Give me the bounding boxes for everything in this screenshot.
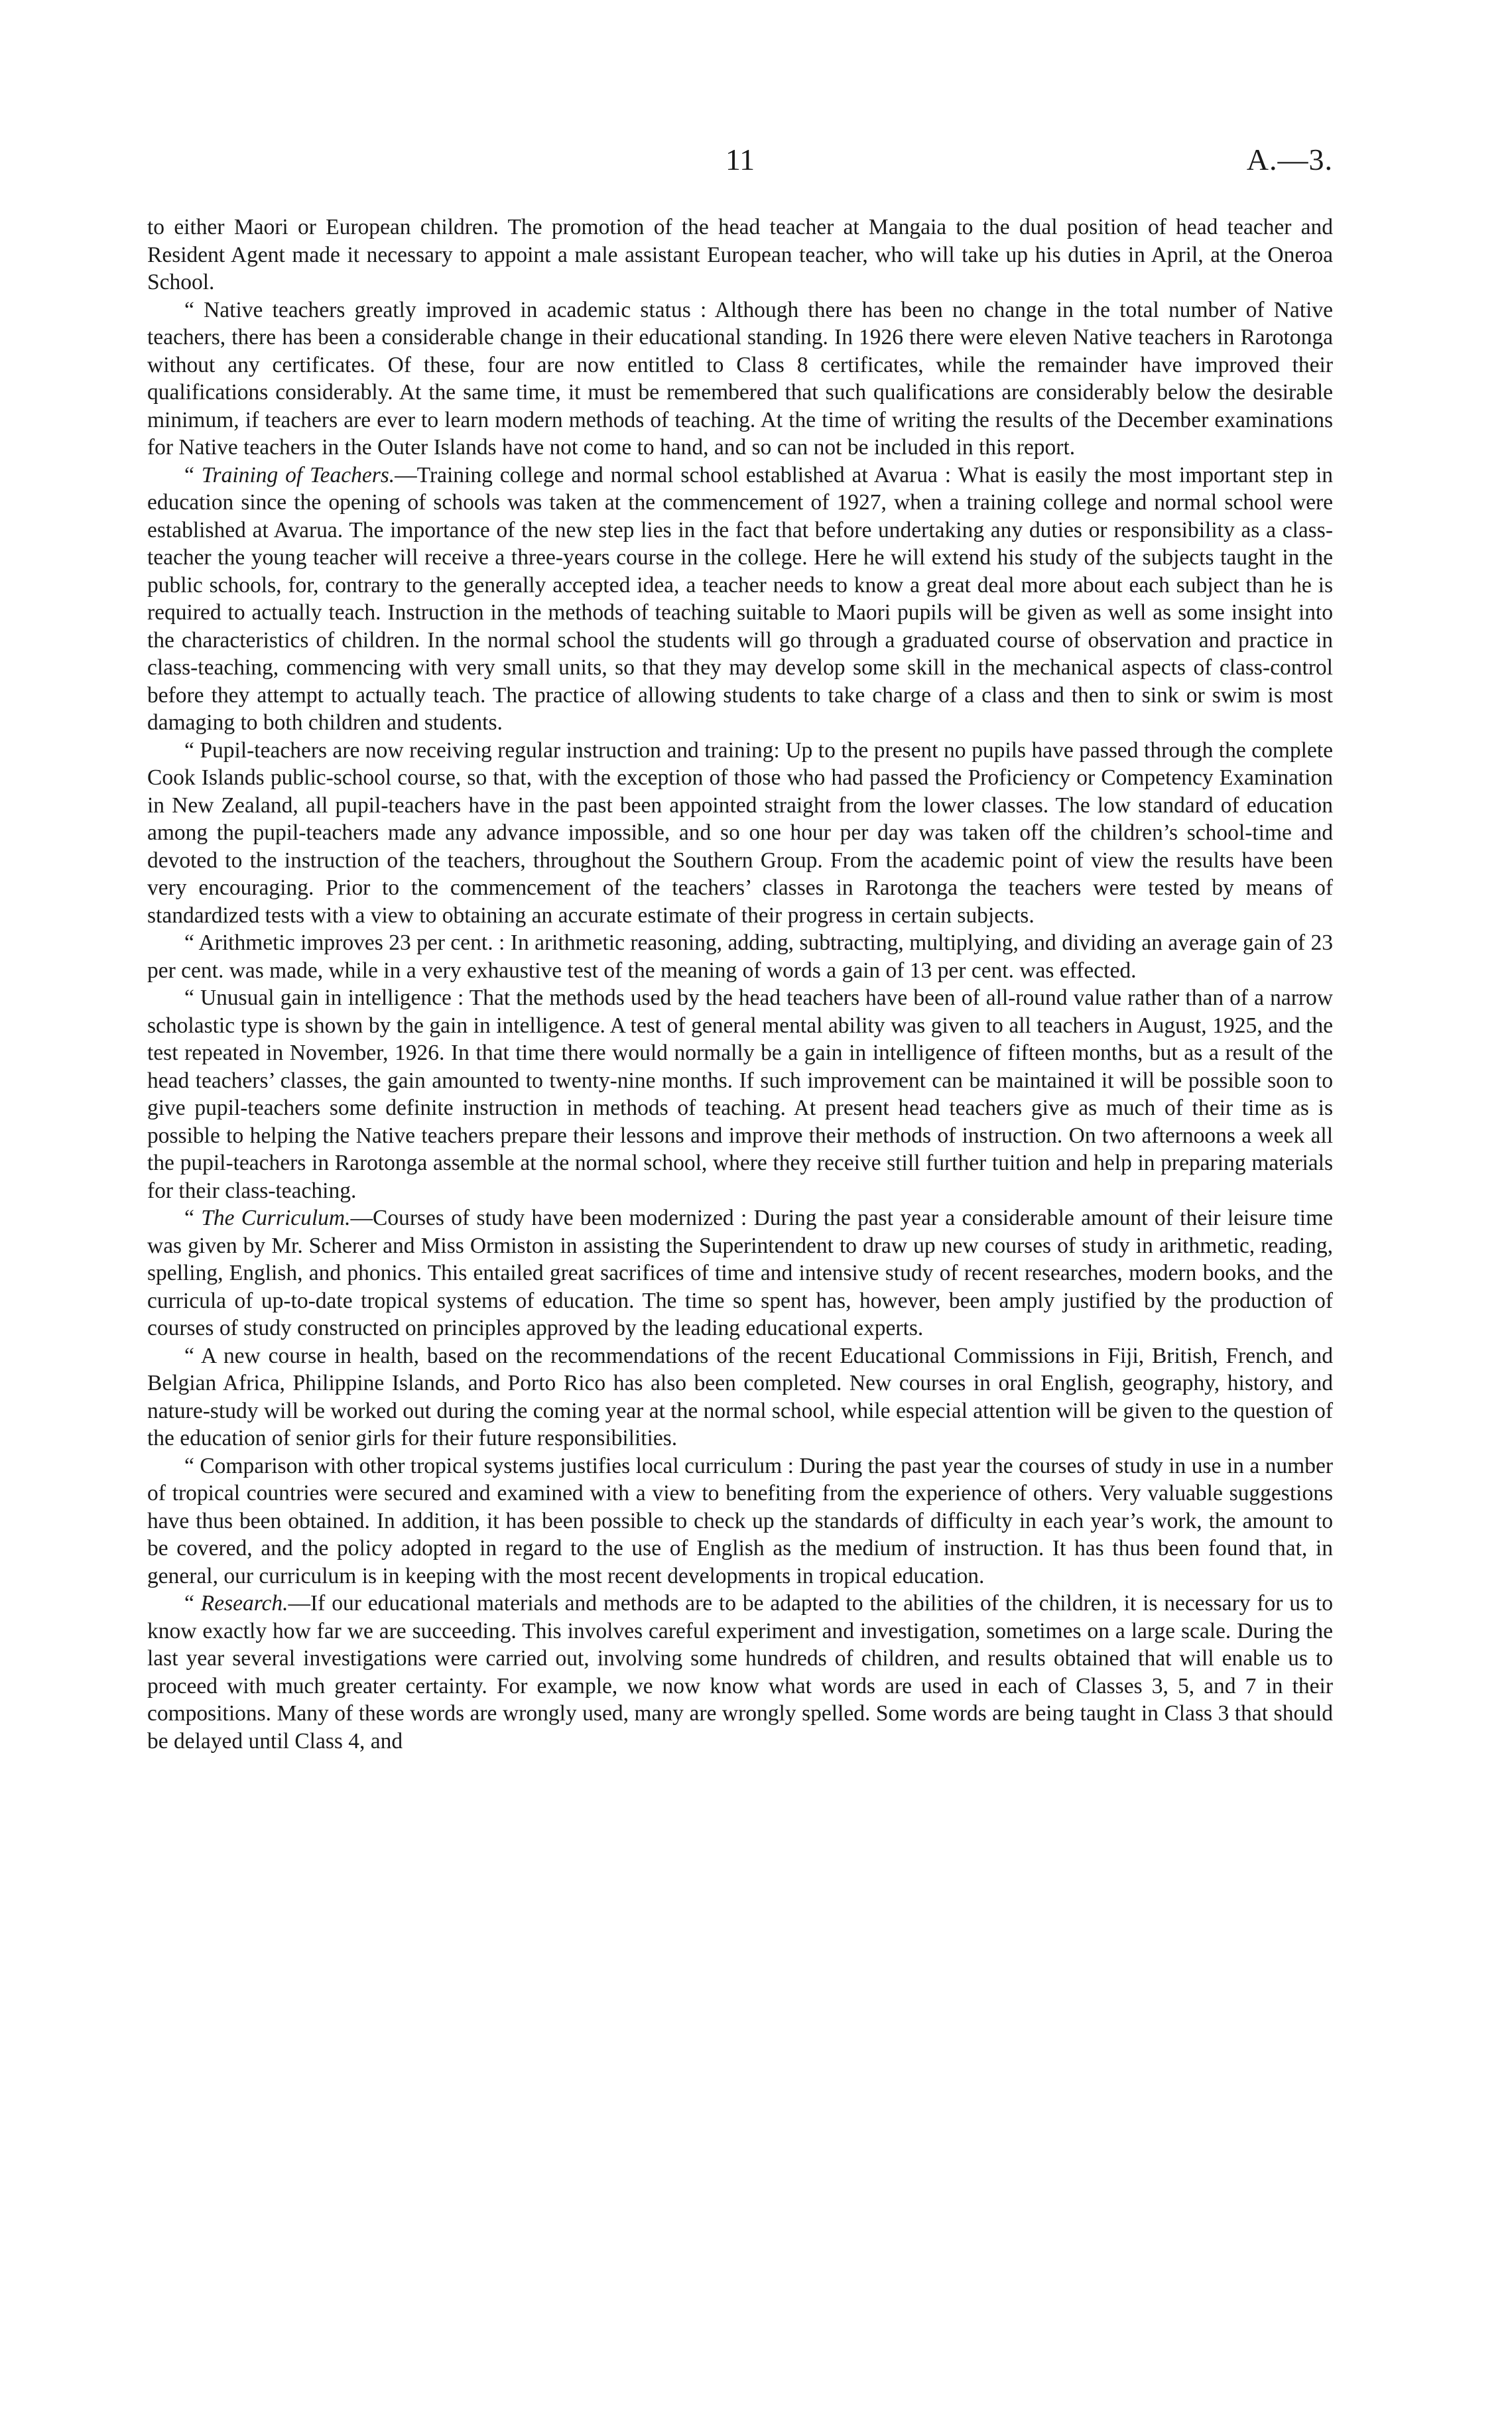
paragraph-health-course: “ A new course in health, based on the recommendations of the recent Educational Commissions in Fiji, British, French, and Belgian Africa, Philippine Islands, and Porto Rico has also been completed. New courses in oral English, geography, history, and nature-study will be worked out during the coming year at the normal school, while especial attention will be given to the question of the education of senior girls for their future responsibilities.	[147, 1343, 1333, 1450]
paragraph-training-of-teachers	[147, 462, 1333, 737]
paragraph-body: —Courses of study have been modernized : During the past year a considerable amount of their leisure time was given by Mr. Scherer and Miss Ormiston in assisting the Superintendent to draw up new courses of study in arithmetic, reading, spelling, English, and phonics. This entailed great sacrifices of time and intensive study of recent researches, modern books, and the curricula of up-to-date tropical systems of education. The time so spent has, however, been amply justified by the production of courses of study constructed on principles approved by the leading educational experts.	[147, 1206, 1333, 1340]
paragraph-body: —If our educational materials and methods are to be adapted to the abilities of the children, it is necessary for us to know exactly how far we are succeeding. This involves careful experiment and investigation, sometimes on a large scale. During the last year several investigations were carried out, involving some hundreds of children, and results obtained that will enable us to proceed with much greater certainty. For example, we now know what words are used in each of Classes 3, 5, and 7 in their compositions. Many of these words are wrongly used, many are wrongly spelled. Some words are being taught in Class 3 that should be delayed until Class 4, and	[147, 1591, 1333, 1754]
paragraph-intelligence: “ Unusual gain in intelligence : That the methods used by the head teachers have been of all-round value rather than of a narrow scholastic type is shown by the gain in intelligence. A test of general mental ability was given to all teachers in August, 1925, and the test repeated in November, 1926. In that time there would normally be a gain in intelligence of fifteen months, but as a result of the head teachers’ classes, the gain amounted to twenty-nine months. If such improvement can be maintained it will be possible soon to give pupil-teachers some definite instruction in methods of teaching. At present head teachers give as much of their time as is possible to helping the Native teachers prepare their lessons and improve their methods of instruction. On two afternoons a week all the pupil-teachers in Rarotonga assemble at the normal school, where they receive still further tuition and help in preparing materials for their class-teaching.	[147, 986, 1333, 1203]
paragraph-research	[147, 1590, 1333, 1755]
page-number: 11	[725, 143, 755, 176]
paragraph-body: —Training college and normal school established at Avarua : What is easily the most important step in education since the opening of schools was taken at the commencement of 1927, when a training college and normal school were established at Avarua. The importance of the new step lies in the fact that before undertaking any duties or responsibility as a class-teacher the young teacher will receive a three-years course in the college. Here he will extend his study of the subjects taught in the public schools, for, contrary to the generally accepted idea, a teacher needs to know a great deal more about each subject than he is required to actually teach. Instruction in the methods of teaching suitable to Maori pupils will be given as well as some insight into the characteristics of children. In the normal school the students will go through a graduated course of observation and practice in class-teaching, commencing with very small units, so that they may develop some skill in the mechanical aspects of class-control before they attempt to actually teach. The practice of allowing students to take charge of a class and then to sink or swim is most damaging to both children and students.	[147, 462, 1333, 735]
paragraph-arithmetic: “ Arithmetic improves 23 per cent. : In arithmetic reasoning, adding, subtracting, multiplying, and dividing an average gain of 23 per cent. was made, while in a very exhaustive test of the meaning of words a gain of 13 per cent. was effected.	[147, 930, 1333, 983]
body-text	[147, 214, 1333, 1755]
quote-mark: “	[184, 462, 202, 487]
paragraph-curriculum	[147, 1204, 1333, 1342]
section-heading-research: Research.	[200, 1591, 288, 1616]
paragraph-native-teachers: “ Native teachers greatly improved in academic status : Although there has been no change in the total number of Native teachers, there has been a considerable change in their educational standing. In 1926 there were eleven Native teachers in Rarotonga without any certificates. Of these, four are now entitled to Class 8 certificates, while the remainder have improved their qualifications considerably. At the same time, it must be remembered that such qualifications are considerably below the desirable minimum, if teachers are ever to learn modern methods of teaching. At the time of writing the results of the December examinations for Native teachers in the Outer Islands have not come to hand, and so can not be included in this report.	[147, 297, 1333, 460]
section-heading-curriculum: The Curriculum.	[201, 1206, 351, 1230]
document-reference: A.—3.	[1246, 143, 1333, 176]
section-heading-training: Training of Teachers.	[201, 462, 395, 487]
paragraph-comparison: “ Comparison with other tropical systems justifies local curriculum : During the past year the courses of study in use in a number of tropical countries were secured and examined with a view to benefiting from the experience of others. Very valuable suggestions have thus been obtained. In addition, it has been possible to check up the standards of difficulty in each year’s work, the amount to be covered, and the policy adopted in regard to the use of English as the medium of instruction. It has thus been found that, in general, our curriculum is in keeping with the most recent developments in tropical education.	[147, 1453, 1333, 1588]
paragraph-pupil-teachers: “ Pupil-teachers are now receiving regular instruction and training: Up to the present no pupils have passed through the complete Cook Islands public-school course, so that, with the exception of those who had passed the Proficiency or Competency Examination in New Zealand, all pupil-teachers have in the past been appointed straight from the lower classes. The low standard of education among the pupil-teachers made any advance impossible, and so one hour per day was taken off the children’s school-time and devoted to the instruction of the teachers, throughout the Southern Group. From the academic point of view the results have been very encouraging. Prior to the commencement of the teachers’ classes in Rarotonga the teachers were tested by means of standardized tests with a view to obtaining an accurate estimate of their progress in certain subjects.	[147, 737, 1333, 928]
quote-mark: “	[184, 1591, 201, 1616]
page-header	[147, 142, 1333, 182]
quote-mark: “	[184, 1206, 202, 1230]
paragraph-1: to either Maori or European children. The promotion of the head teacher at Mangaia to the dual position of head teacher and Resident Agent made it necessary to appoint a male assistant European teacher, who will take up his duties in April, at the Oneroa School.	[147, 215, 1333, 294]
